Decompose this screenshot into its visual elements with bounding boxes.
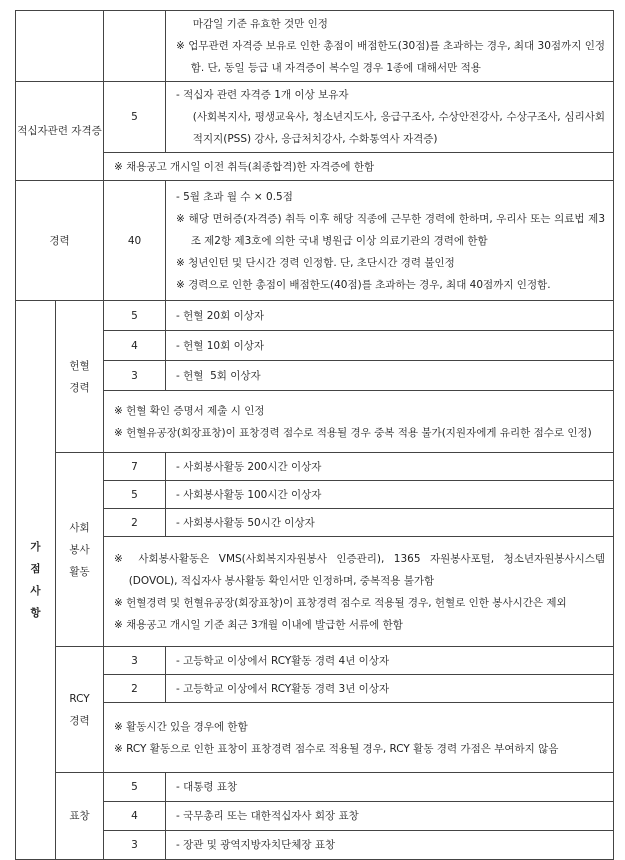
table-row: [16, 391, 614, 453]
criteria-table: [15, 10, 614, 860]
rcy-label: RCY 경력: [56, 647, 104, 773]
table-row: [16, 509, 614, 537]
career-note-3: ※ 경력으로 인한 총점이 배점한도(40점)를 초과하는 경우, 최대 40점까지 인정함.: [176, 278, 551, 291]
blood-notes: [104, 391, 614, 453]
career-points: 40: [104, 181, 166, 301]
table-row: [16, 802, 614, 831]
table-row: [16, 153, 614, 181]
table-row: [16, 11, 614, 82]
award-points-1: 5: [104, 773, 166, 802]
volunteer-notes: [104, 537, 614, 647]
blood-label: 헌혈 경력: [56, 301, 104, 453]
table-row: [16, 181, 614, 301]
award-desc-1: - 대통령 표창: [166, 773, 614, 802]
blood-desc-3: - 헌혈 5회 이상자: [166, 361, 614, 391]
redcross-cert-line: - 적십자 관련 자격증 1개 이상 보유자: [176, 89, 349, 101]
blood-points-1: 5: [104, 301, 166, 331]
volunteer-points-2: 5: [104, 481, 166, 509]
table-row: [16, 647, 614, 675]
redcross-cert-list: (사회복지사, 평생교육사, 청소년지도사, 응급구조사, 수상안전강사, 수상구조사, 심리사회적지지(PSS) 강사, 응급처치강사, 수화통역사 자격증): [192, 111, 605, 145]
cert-limit-note: ※ 업무관련 자격증 보유로 인한 총점이 배점한도(30점)를 초과하는 경우, 최대 30점까지 인정함. 단, 동일 등급 내 자격증이 복수일 경우 1종에 대해서만 적용: [176, 40, 605, 74]
career-desc: [166, 181, 614, 301]
blood-note-1: ※ 헌혈 확인 증명서 제출 시 인정: [114, 404, 265, 417]
award-label: 표창: [56, 773, 104, 860]
award-points-3: 3: [104, 831, 166, 860]
table-row: [16, 773, 614, 802]
table-row: [16, 481, 614, 509]
table-row: [16, 537, 614, 647]
blood-desc-1: - 헌혈 20회 이상자: [166, 301, 614, 331]
rcy-note-2: ※ RCY 활동으로 인한 표창이 표창경력 점수로 적용될 경우, RCY 활동 경력 가점은 부여하지 않음: [114, 742, 559, 755]
blood-desc-2: - 헌혈 10회 이상자: [166, 331, 614, 361]
empty-label-cell: [16, 11, 104, 82]
rcy-note-1: ※ 활동시간 있을 경우에 한함: [114, 720, 248, 733]
cert-validity-text: [166, 11, 614, 82]
redcross-cert-desc: [166, 82, 614, 153]
table-row: [16, 331, 614, 361]
table-row: [16, 301, 614, 331]
redcross-cert-label: 적십자관련 자격증: [16, 82, 104, 181]
rcy-desc-2: - 고등학교 이상에서 RCY활동 경력 3년 이상자: [166, 675, 614, 703]
volunteer-desc-2: - 사회봉사활동 100시간 이상자: [166, 481, 614, 509]
rcy-notes: [104, 703, 614, 773]
table-row: [16, 703, 614, 773]
blood-points-2: 4: [104, 331, 166, 361]
table-row: [16, 361, 614, 391]
volunteer-desc-3: - 사회봉사활동 50시간 이상자: [166, 509, 614, 537]
volunteer-points-1: 7: [104, 453, 166, 481]
rcy-points-1: 3: [104, 647, 166, 675]
table-row: [16, 82, 614, 153]
volunteer-note-2: ※ 헌혈경력 및 헌혈유공장(회장표창)이 표창경력 점수로 적용될 경우, 헌혈로 인한 봉사시간은 제외: [114, 596, 567, 609]
table-row: [16, 453, 614, 481]
blood-note-2: ※ 헌혈유공장(회장표창)이 표창경력 점수로 적용될 경우 중복 적용 불가(지원자에게 유리한 점수로 인정): [114, 426, 592, 439]
table-row: [16, 831, 614, 860]
career-note-2: ※ 청년인턴 및 단시간 경력 인정함. 단, 초단시간 경력 불인정: [176, 256, 455, 269]
career-formula: - 5월 초과 월 수 × 0.5점: [176, 190, 293, 203]
bonus-label: 가 점 사 항: [16, 301, 56, 860]
award-points-2: 4: [104, 802, 166, 831]
blood-points-3: 3: [104, 361, 166, 391]
volunteer-label: 사회 봉사 활동: [56, 453, 104, 647]
rcy-desc-1: - 고등학교 이상에서 RCY활동 경력 4년 이상자: [166, 647, 614, 675]
award-desc-2: - 국무총리 또는 대한적십자사 회장 표창: [166, 802, 614, 831]
volunteer-points-3: 2: [104, 509, 166, 537]
redcross-cert-note: ※ 채용공고 개시일 이전 취득(최종합격)한 자격증에 한함: [104, 153, 614, 181]
table-row: [16, 675, 614, 703]
career-note-1: ※ 해당 면허증(자격증) 취득 이후 해당 직종에 근무한 경력에 한하며, 우리사 또는 의료법 제3조 제2항 제3호에 의한 국내 병원급 이상 의료기관의 경력에 한함: [176, 212, 605, 247]
career-label: 경력: [16, 181, 104, 301]
volunteer-note-3: ※ 채용공고 개시일 기준 최근 3개월 이내에 발급한 서류에 한함: [114, 618, 403, 631]
volunteer-note-1: ※ 사회봉사활동은 VMS(사회복지자원봉사 인증관리), 1365 자원봉사포털, 청소년자원봉사시스템(DOVOL), 적십자사 봉사활동 확인서만 인정하며, 중복적용 불가함: [114, 552, 605, 587]
validity-line: 마감일 기준 유효한 것만 인정: [192, 18, 328, 30]
redcross-cert-points: 5: [104, 82, 166, 153]
award-desc-3: - 장관 및 광역지방자치단체장 표창: [166, 831, 614, 860]
empty-points-cell: [104, 11, 166, 82]
rcy-points-2: 2: [104, 675, 166, 703]
volunteer-desc-1: - 사회봉사활동 200시간 이상자: [166, 453, 614, 481]
